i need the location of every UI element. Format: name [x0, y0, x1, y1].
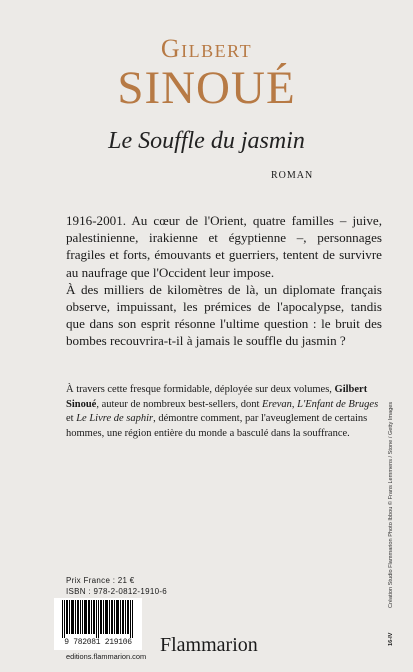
pitch-sep-2: et: [66, 413, 77, 425]
blurb-paragraph-2: À des milliers de kilomètres de là, un diplomate français observe, impuissant, les prémices de l'apocalypse, tandis que dans son esprit résonne l'ultime question : le bruit des bombes recouvrira-t-il à jamais le souffle du jasmin ?: [66, 281, 382, 349]
barcode: [54, 598, 142, 650]
isbn-label: ISBN : 978-2-0812-1910-6: [66, 587, 168, 596]
author-first-name: Gilbert: [160, 34, 253, 63]
website: editions.flammarion.com: [66, 652, 147, 661]
barcode-digits: 9 782081 219106: [64, 638, 132, 647]
publisher-logo: Flammarion: [160, 634, 258, 656]
barcode-bars: [62, 600, 136, 638]
blurb: [66, 212, 382, 350]
pitch-text: [66, 383, 382, 441]
book-title: Le Souffle du jasmin: [108, 128, 305, 154]
pitch-book-3: Le Livre de saphir: [76, 413, 154, 425]
pitch-part-3: , démontre comment, par l'aveuglement de certains hommes, une région entière du monde a basculé dans la souffrance.: [66, 413, 368, 439]
pitch-sep-1: ,: [291, 398, 298, 410]
pitch-book-1: Erevan: [261, 398, 292, 410]
pitch-part-2: , auteur de nombreux best-sellers, dont: [96, 398, 262, 410]
reference-code: 16-IV: [388, 632, 394, 646]
pitch-book-2: L'Enfant de Bruges: [297, 398, 379, 410]
pitch-part-1: À travers cette fresque formidable, déployée sur deux volumes,: [66, 384, 335, 395]
pitch-author: Gilbert Sinoué: [66, 384, 368, 410]
price-label: Prix France : 21 €: [66, 576, 135, 585]
blurb-paragraph-1: 1916-2001. Au cœur de l'Orient, quatre familles – juive, palestinienne, irakienne et égyptienne –, personnages fragiles et forts, émouvants et guerriers, tentent de survivre au naufrage que l'Occident leur impose.: [66, 213, 382, 280]
photo-credits: Création Studio Flammarion Photo Ibbou © Frans Lemmens / Stone / Getty Images: [388, 401, 394, 608]
genre-label: ROMAN: [271, 170, 314, 181]
author-last-name: SINOUÉ: [117, 62, 296, 114]
